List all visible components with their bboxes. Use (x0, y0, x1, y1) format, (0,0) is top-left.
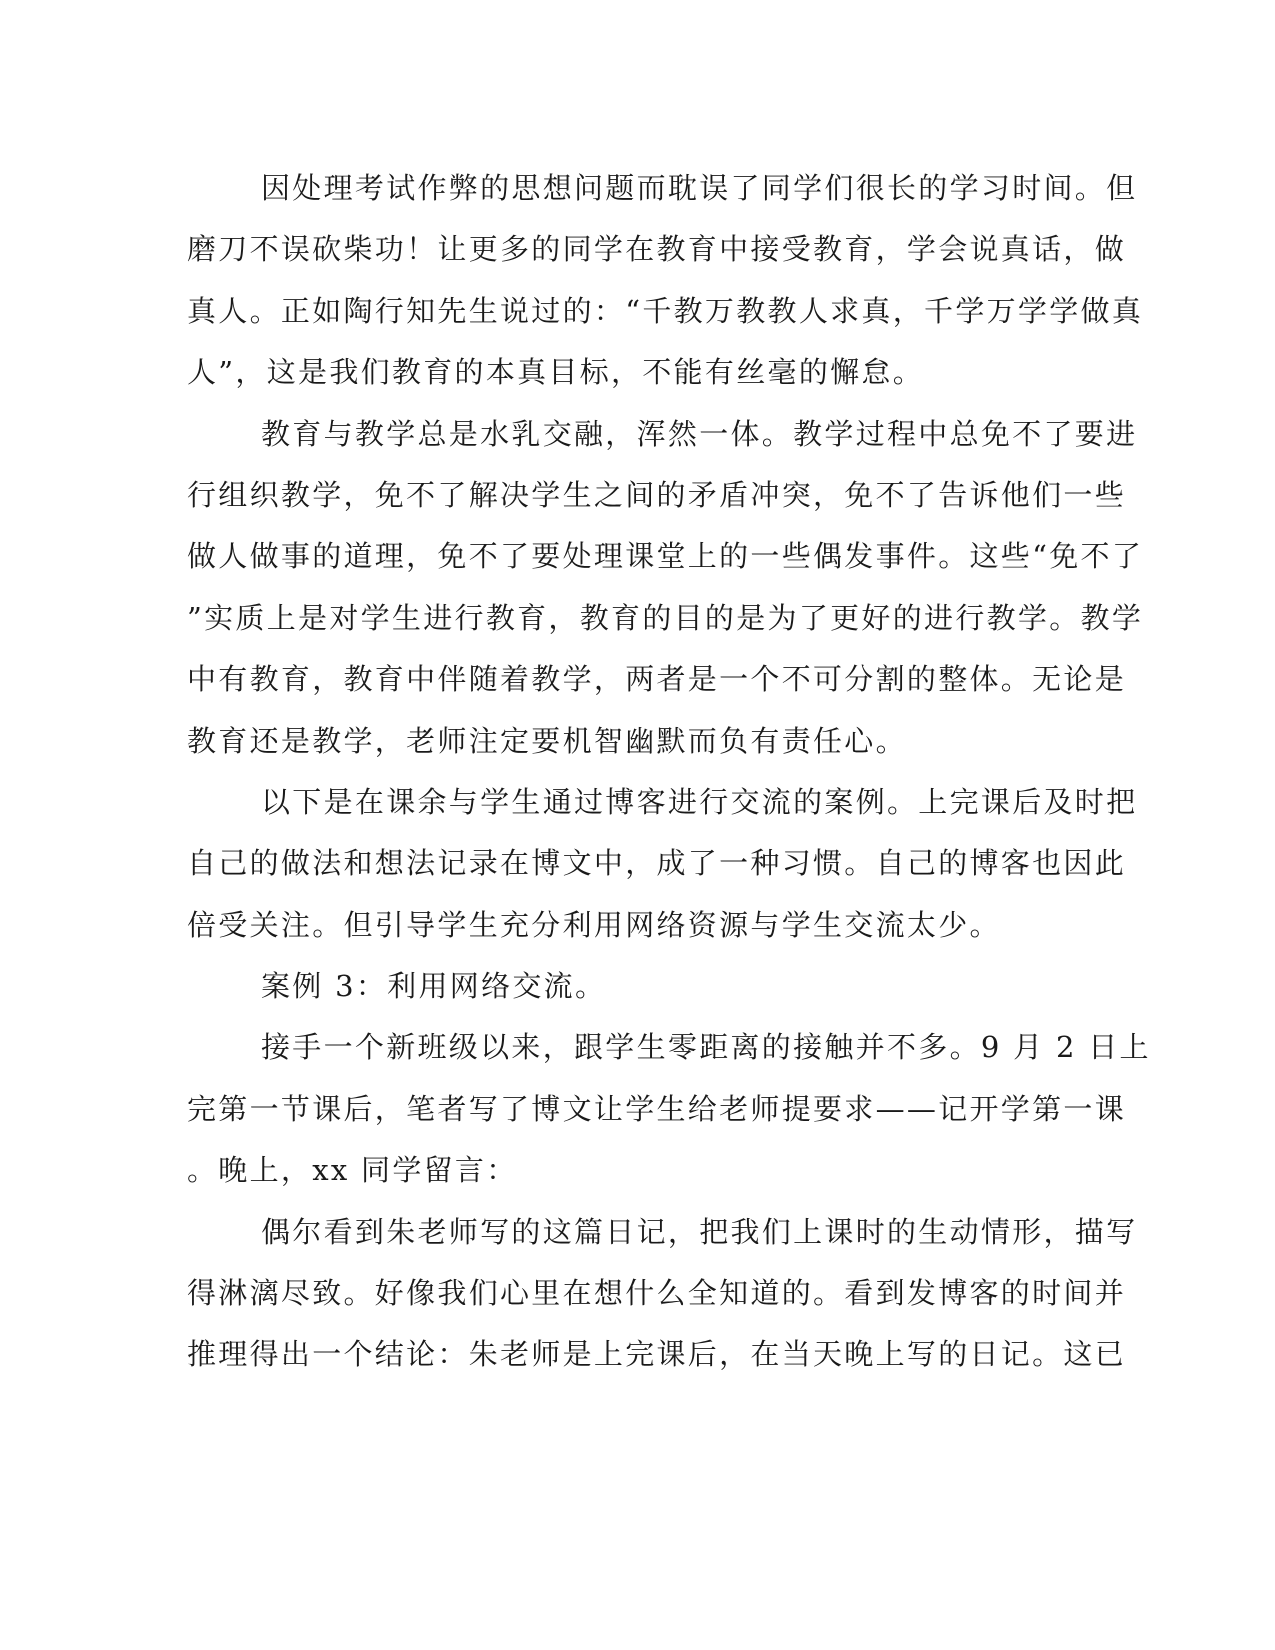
text-line: 接手一个新班级以来，跟学生零距离的接触并不多。9 月 2 日上 (261, 1030, 1151, 1065)
text-line: 教育还是教学，老师注定要机智幽默而负有责任心。 (187, 723, 907, 758)
text-line: 中有教育，教育中伴随着教学，两者是一个不可分割的整体。无论是 (187, 662, 1127, 697)
text-line: 倍受关注。但引导学生充分利用网络资源与学生交流太少。 (187, 907, 1001, 942)
text-line: 做人做事的道理，免不了要处理课堂上的一些偶发事件。这些“免不了 (187, 539, 1144, 574)
text-line: 自己的做法和想法记录在博文中，成了一种习惯。自己的博客也因此 (187, 846, 1127, 881)
text-line: 推理得出一个结论：朱老师是上完课后，在当天晚上写的日记。这已 (187, 1337, 1127, 1372)
text-line: 以下是在课余与学生通过博客进行交流的案例。上完课后及时把 (261, 784, 1138, 819)
text-line: 案例 3：利用网络交流。 (261, 969, 607, 1004)
document-body (187, 158, 1151, 1386)
text-line: 人”，这是我们教育的本真目标，不能有丝毫的懈怠。 (187, 355, 925, 390)
text-line: 磨刀不误砍柴功！让更多的同学在教育中接受教育，学会说真话，做 (187, 232, 1127, 267)
text-line: 行组织教学，免不了解决学生之间的矛盾冲突，免不了告诉他们一些 (187, 477, 1127, 512)
text-line: 。晚上，xx 同学留言： (187, 1153, 518, 1188)
text-line: 教育与教学总是水乳交融，浑然一体。教学过程中总免不了要进 (261, 416, 1138, 451)
text-line: 得淋漓尽致。好像我们心里在想什么全知道的。看到发博客的时间并 (187, 1276, 1127, 1311)
text-line: 完第一节课后，笔者写了博文让学生给老师提要求——记开学第一课 (187, 1091, 1127, 1126)
text-line: ”实质上是对学生进行教育，教育的目的是为了更好的进行教学。教学 (187, 600, 1144, 635)
text-line: 偶尔看到朱老师写的这篇日记，把我们上课时的生动情形，描写 (261, 1214, 1138, 1249)
text-line: 因处理考试作弊的思想问题而耽误了同学们很长的学习时间。但 (261, 171, 1138, 205)
text-line: 真人。正如陶行知先生说过的：“千教万教教人求真，千学万学学做真 (187, 293, 1144, 328)
